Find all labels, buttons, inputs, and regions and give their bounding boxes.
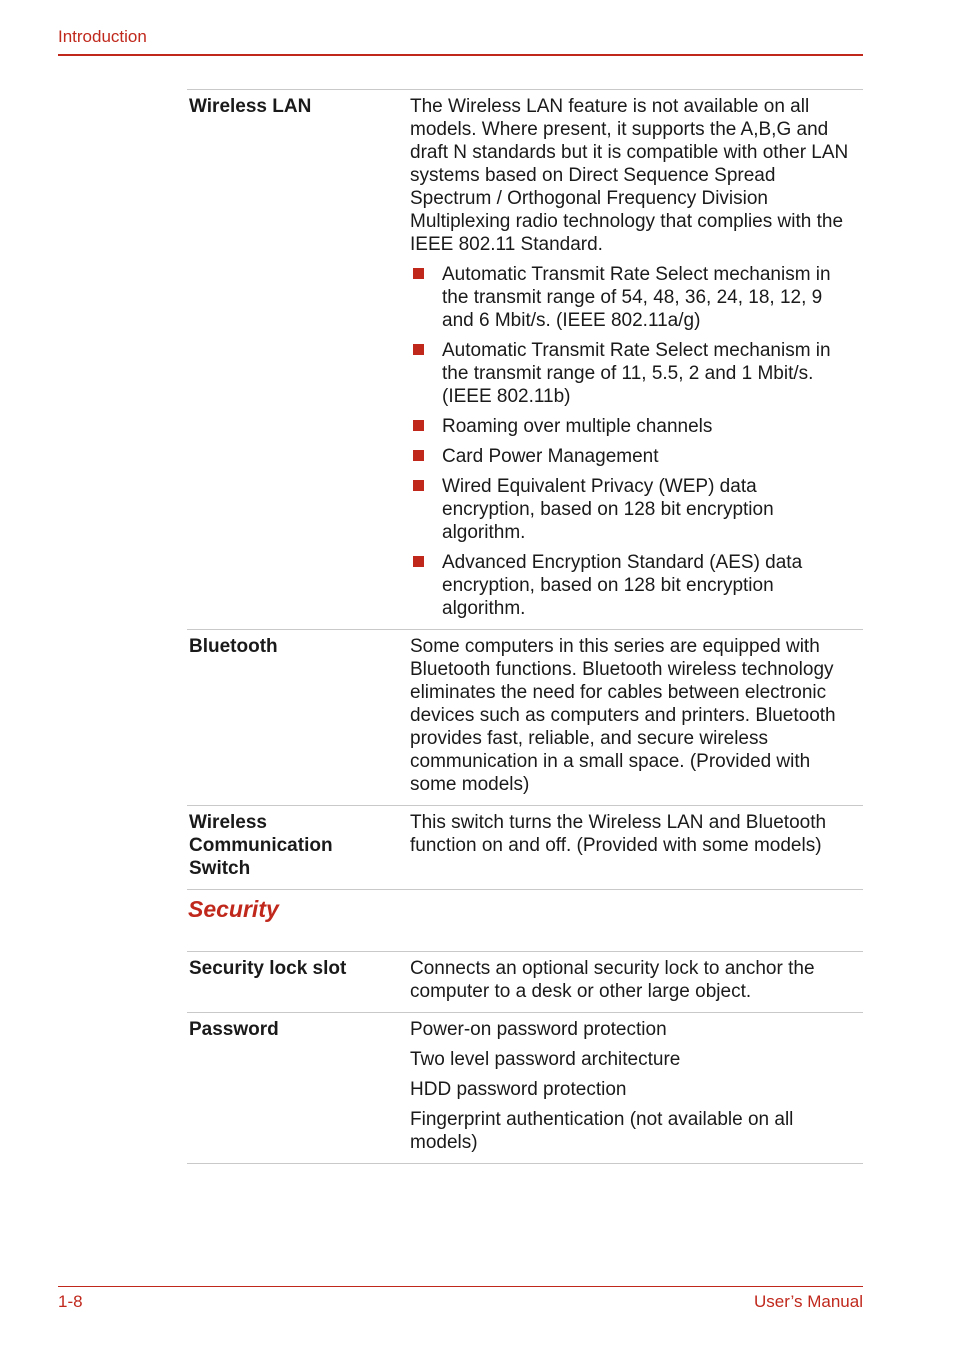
spec-term-line: Wireless <box>189 812 267 833</box>
page-number: 1-8 <box>58 1292 83 1311</box>
spec-description: Connects an optional security lock to anchor the computer to a desk or other large object. <box>410 958 815 1002</box>
spec-description <box>410 1018 863 1154</box>
spec-term: Wireless LAN <box>189 96 312 117</box>
bullet-square-icon <box>413 556 424 567</box>
spec-row-security-lock-slot <box>187 951 863 1012</box>
list-item <box>410 339 853 408</box>
list-item: Fingerprint authentication (not available on all models) <box>410 1109 794 1153</box>
list-item-text: Advanced Encryption Standard (AES) data encryption, based on 128 bit encryption algorithm. <box>442 552 803 619</box>
list-item <box>410 445 853 468</box>
spec-term-line: Switch <box>189 858 251 879</box>
wireless-lan-features <box>410 263 853 620</box>
spec-description: This switch turns the Wireless LAN and Bluetooth function on and off. (Provided with some models) <box>410 812 827 856</box>
list-item <box>410 475 853 544</box>
spec-row-bluetooth <box>187 629 863 805</box>
header-rule <box>58 54 863 56</box>
bullet-square-icon <box>413 480 424 491</box>
list-item-text: Wired Equivalent Privacy (WEP) data encryption, based on 128 bit encryption algorithm. <box>442 476 774 543</box>
list-item-text: Card Power Management <box>442 446 659 467</box>
spec-row-wireless-lan <box>187 89 863 629</box>
spec-term: Security lock slot <box>189 958 347 979</box>
bullet-square-icon <box>413 420 424 431</box>
spec-term: Bluetooth <box>189 636 278 657</box>
list-item <box>410 415 853 438</box>
security-spec-table <box>187 951 863 1164</box>
connectivity-spec-table <box>187 89 863 890</box>
list-item-text: Automatic Transmit Rate Select mechanism in the transmit range of 54, 48, 36, 24, 18, 12, 9 and 6 Mbit/s. (IEEE 802.11a/g) <box>442 264 831 331</box>
list-item: Two level password architecture <box>410 1049 681 1070</box>
spec-description: Some computers in this series are equipped with Bluetooth functions. Bluetooth wireless technology eliminates the need for cables between electronic devices such as computers and printers. Bluetooth provides fast, reliable, and secure wireless communication in a small space. (Provided with some models) <box>410 636 836 795</box>
spec-term <box>187 811 410 880</box>
manual-title: User’s Manual <box>754 1292 863 1311</box>
bullet-square-icon <box>413 268 424 279</box>
list-item: HDD password protection <box>410 1079 627 1100</box>
list-item <box>410 263 853 332</box>
spec-row-wireless-switch <box>187 805 863 890</box>
footer-rule <box>58 1286 863 1287</box>
list-item-text: Automatic Transmit Rate Select mechanism in the transmit range of 11, 5.5, 2 and 1 Mbit/s. (IEEE 802.11b) <box>442 340 831 407</box>
bullet-square-icon <box>413 344 424 355</box>
spec-term-line: Communication <box>189 835 333 856</box>
spec-row-password <box>187 1012 863 1164</box>
section-heading-security: Security <box>188 896 279 922</box>
list-item: Power-on password protection <box>410 1019 667 1040</box>
running-header: Introduction <box>58 27 147 46</box>
wireless-lan-intro: The Wireless LAN feature is not available on all models. Where present, it supports the A,B,G and draft N standards but it is compatible with other LAN systems based on Direct Sequence Spread Spectrum / Orthogonal Frequency Division Multiplexing radio technology that complies with the IEEE 802.11 Standard. <box>410 96 849 255</box>
list-item <box>410 551 853 620</box>
spec-description <box>410 95 863 620</box>
list-item-text: Roaming over multiple channels <box>442 416 713 437</box>
bullet-square-icon <box>413 450 424 461</box>
spec-term: Password <box>189 1019 279 1040</box>
